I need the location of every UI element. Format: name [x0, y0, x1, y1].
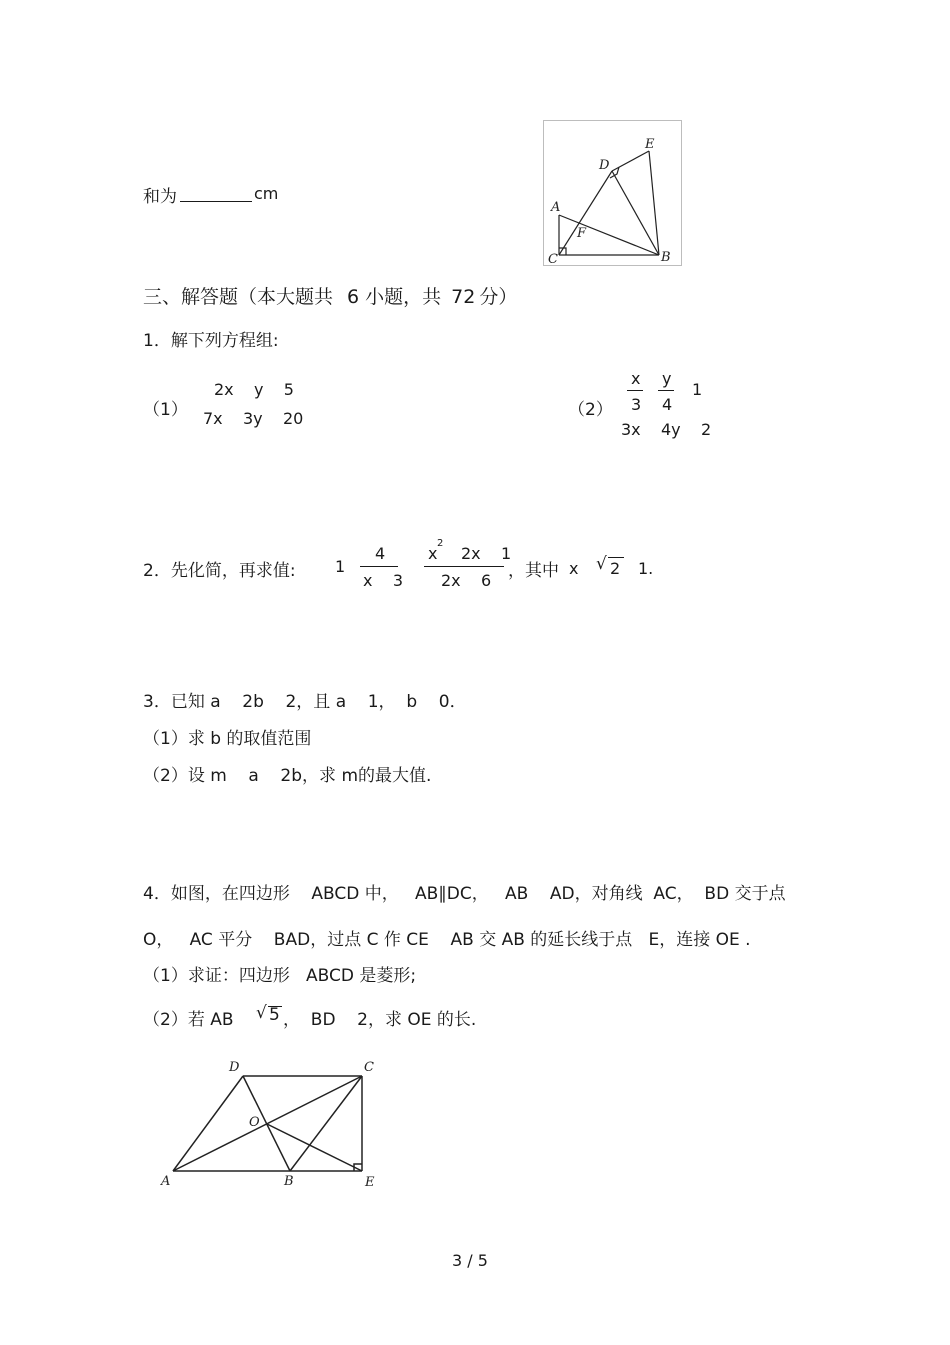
answer-blank: [180, 201, 252, 202]
seg-CD: [559, 171, 612, 255]
q3-part1: （1）求 b 的取值范围: [143, 729, 312, 749]
q2-sqrt-val: 2: [610, 559, 621, 578]
q1-part2-frac1-bar: [627, 390, 643, 391]
q1-part2-frac1-den: 3: [631, 395, 642, 414]
label-E: E: [365, 1175, 375, 1190]
section-heading: [143, 282, 517, 309]
q4-line1: 4．如图，在四边形 ABCD 中， AB∥DC， AB AD，对角线 AC， BD 交于点: [143, 884, 786, 904]
q1-part1-label: （1）: [143, 400, 188, 420]
figure-triangles-svg: [544, 121, 681, 265]
seg-OE: [267, 1124, 362, 1171]
section-heading-mid: 小题，共: [365, 286, 442, 308]
q1-part2-rhs: 1: [692, 380, 703, 399]
q1-part2-frac1-num: x: [631, 369, 641, 388]
seg-AB: [559, 215, 659, 255]
seg-DE: [612, 151, 649, 171]
q4-part2-a: （2）若 AB: [143, 1010, 234, 1030]
page-number: 3 / 5: [452, 1251, 488, 1270]
figure-triangles: [543, 120, 682, 266]
label-A: A: [551, 200, 561, 215]
q2-frac2-num-rest: 2x 1: [461, 544, 512, 563]
q2-sqrt-bar: [608, 557, 624, 558]
q1-part2-frac2-bar: [658, 390, 674, 391]
label-O: O: [249, 1115, 260, 1130]
q2-frac1-num: 4: [375, 544, 386, 563]
sqrt-icon: √: [596, 554, 607, 574]
q2-where: ，其中: [508, 561, 559, 581]
q1-part2-frac2-den: 4: [662, 395, 673, 414]
seg-CB: [290, 1076, 362, 1171]
sqrt-icon: √: [256, 1003, 267, 1023]
section-points: 72: [451, 286, 476, 308]
q2-frac2-den: 2x 6: [441, 571, 492, 590]
q4-part2-b: ， BD 2，求 OE 的长.: [283, 1010, 477, 1030]
q1-part1-eq2: 7x 3y 20: [203, 409, 304, 428]
q2-x: x: [569, 559, 579, 578]
label-A: A: [161, 1174, 171, 1189]
label-D: D: [229, 1060, 240, 1075]
q4-line2: O， AC 平分 BAD，过点 C 作 CE AB 交 AB 的延长线于点 E，连接 OE .: [143, 930, 751, 950]
fill-in-prefix: 和为: [143, 187, 177, 207]
label-D: D: [599, 158, 610, 173]
q1-title: 1．解下列方程组:: [143, 331, 279, 351]
fill-in-unit: cm: [254, 184, 279, 203]
q4-part1: （1）求证：四边形 ABCD 是菱形;: [143, 966, 417, 986]
q2-frac2-bar: [424, 566, 504, 567]
q1-part2-eq2: 3x 4y 2: [621, 420, 712, 439]
figure-rhombus: [150, 1050, 390, 1195]
q2-title: 2．先化简，再求值:: [143, 561, 296, 581]
q2-frac1-den: x 3: [363, 571, 403, 590]
q2-one: 1: [335, 557, 346, 576]
section-heading-text: 三、解答题（本大题共: [143, 286, 334, 308]
label-B: B: [284, 1174, 294, 1189]
label-F: F: [577, 226, 587, 241]
q2-tail: 1.: [638, 559, 654, 578]
q2-frac1-bar: [360, 566, 398, 567]
label-B: B: [661, 250, 671, 265]
label-E: E: [645, 137, 655, 152]
label-C: C: [364, 1060, 374, 1075]
q2-frac2-exponent: 2: [437, 538, 444, 549]
q4-sqrt-val: 5: [269, 1005, 280, 1025]
q3-part2: （2）设 m a 2b，求 m的最大值.: [143, 766, 432, 786]
section-heading-tail: 分）: [479, 286, 518, 308]
seg-AD: [173, 1076, 243, 1171]
q2-frac2-num-x: x: [428, 544, 438, 563]
section-count: 6: [347, 286, 360, 308]
q1-part1-eq1: 2x y 5: [214, 380, 294, 399]
q3-title: 3．已知 a 2b 2，且 a 1， b 0．: [143, 692, 467, 712]
label-C: C: [548, 252, 558, 265]
q1-part2-label: （2）: [568, 400, 613, 420]
q1-part2-frac2-num: y: [662, 369, 672, 388]
